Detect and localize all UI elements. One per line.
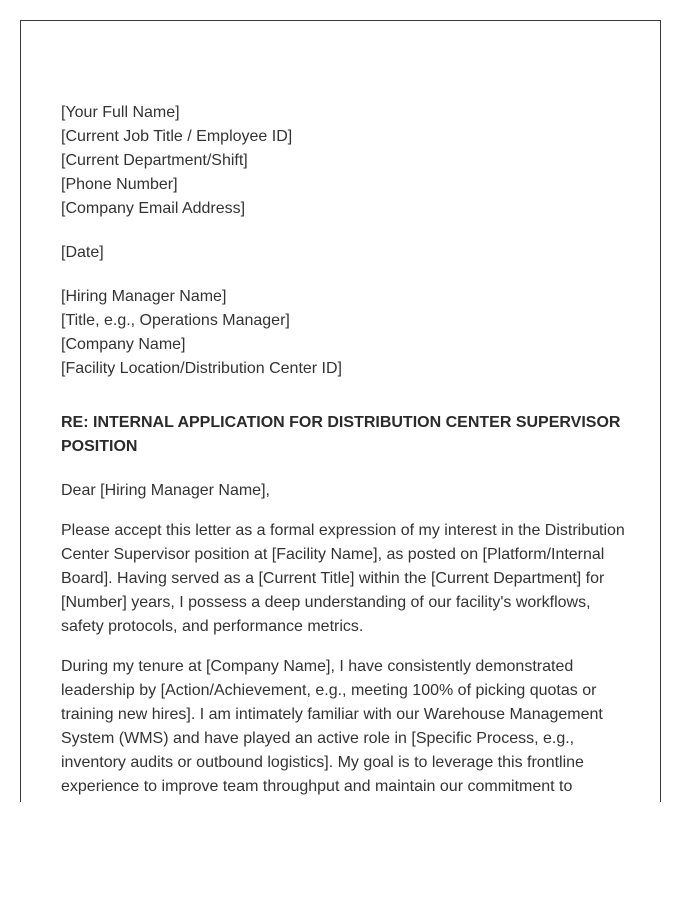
letter-date: [Date] bbox=[61, 244, 104, 261]
sender-name: [Your Full Name] bbox=[61, 104, 180, 121]
subject-line: RE: INTERNAL APPLICATION FOR DISTRIBUTION CENTER SUPERVISOR POSITION bbox=[61, 414, 621, 455]
paragraph-experience: During my tenure at [Company Name], I have consistently demonstrated leadership by [Action/Achievement, e.g., meeting 100% of picking quotas or training new hires]. I am intimately familiar with our Warehouse Management System (WMS) and have played an active role in [Specific Process, e.g., inventory audits or outbound logistics]. My goal is to leverage this frontline experience to improve team throughput and maintain our commitment to bbox=[61, 658, 603, 795]
sender-job-title: [Current Job Title / Employee ID] bbox=[61, 128, 293, 145]
letter-page bbox=[20, 20, 661, 802]
date-block bbox=[61, 241, 636, 265]
recipient-location: [Facility Location/Distribution Center ID] bbox=[61, 360, 342, 377]
sender-department: [Current Department/Shift] bbox=[61, 152, 248, 169]
paragraph-intro: Please accept this letter as a formal expression of my interest in the Distribution Center Supervisor position at [Facility Name], as posted on [Platform/Internal Board]. Having served as a [Current Title] within the [Current Department] for [Number] years, I possess a deep understanding of our facility's workflows, safety protocols, and performance metrics. bbox=[61, 522, 625, 635]
recipient-company: [Company Name] bbox=[61, 336, 186, 353]
recipient-block bbox=[61, 285, 636, 381]
recipient-name: [Hiring Manager Name] bbox=[61, 288, 227, 305]
sender-phone: [Phone Number] bbox=[61, 176, 178, 193]
recipient-title: [Title, e.g., Operations Manager] bbox=[61, 312, 290, 329]
sender-email: [Company Email Address] bbox=[61, 200, 246, 217]
salutation: Dear [Hiring Manager Name], bbox=[61, 482, 270, 499]
sender-block bbox=[61, 101, 636, 221]
letter-body bbox=[61, 101, 636, 802]
